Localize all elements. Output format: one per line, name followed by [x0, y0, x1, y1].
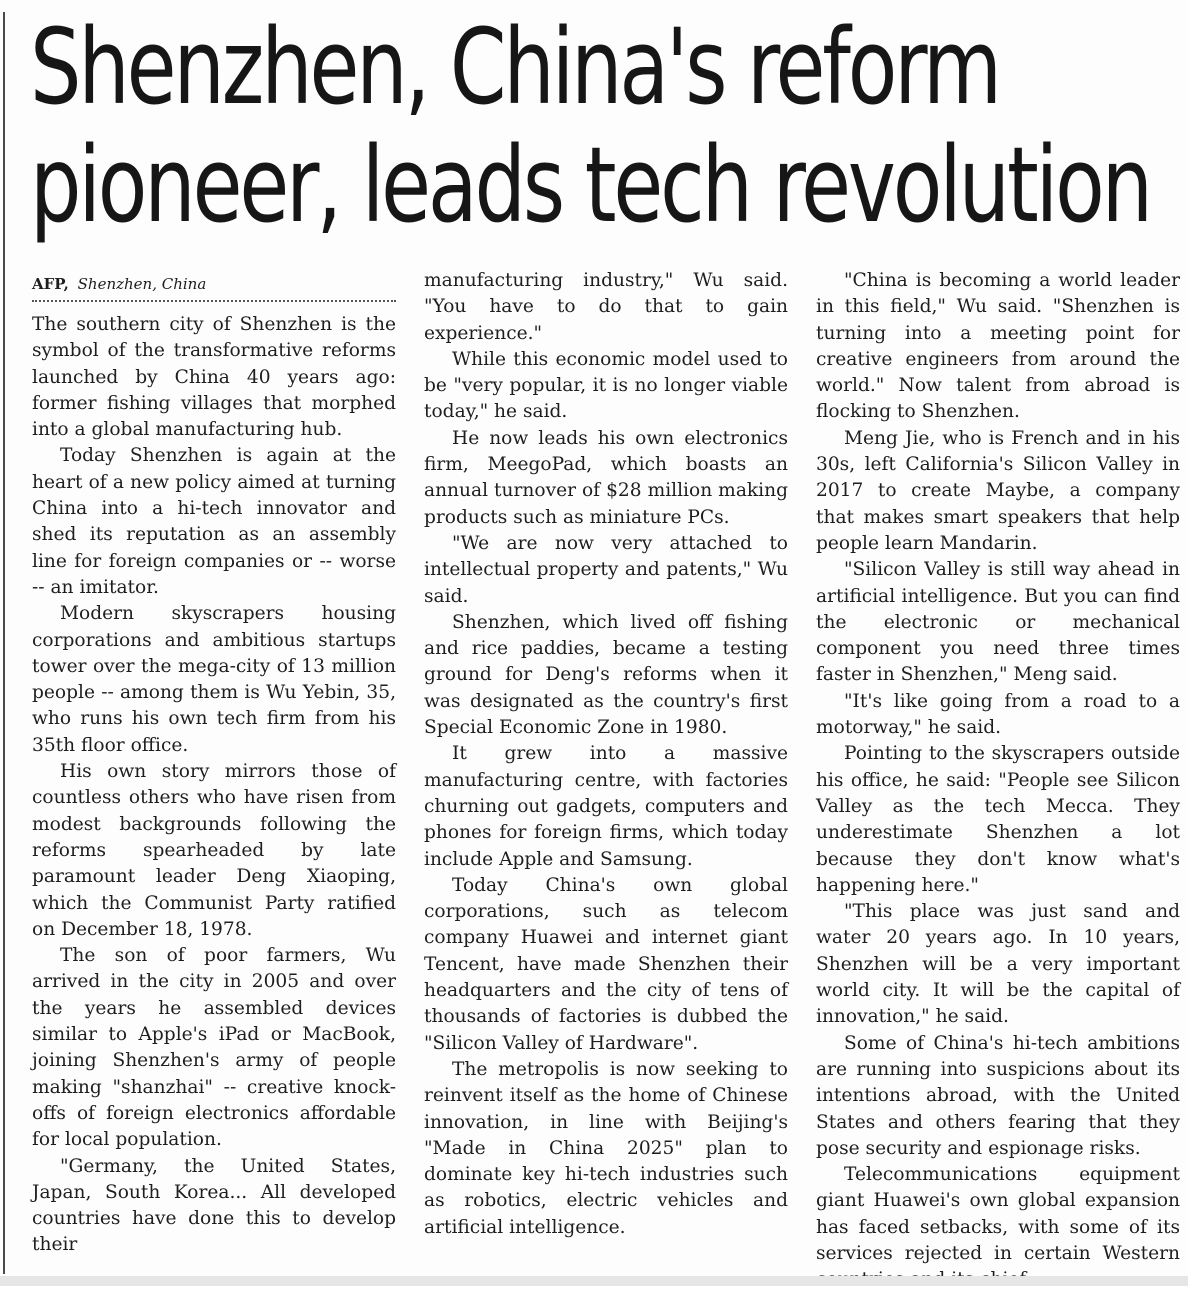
page-bottom-edge — [0, 1276, 1188, 1286]
paragraph: It grew into a massive manufacturing centre, with factories churning out gadgets, computers and phones for foreign firms, which today include Apple and Samsung. — [424, 743, 788, 870]
paragraph: Some of China's hi-tech ambitions are running into suspicions about its intentions abroad, with the United States and others fearing that they pose security and espionage risks. — [816, 1032, 1180, 1159]
paragraph: The metropolis is now seeking to reinvent itself as the home of Chinese innovation, in line with Beijing's "Made in China 2025" plan to dominate key hi-tech industries such as robotics, electric vehicles and artificial intelligence. — [424, 1058, 788, 1238]
paragraph: "It's like going from a road to a motorway," he said. — [816, 690, 1180, 739]
article-column-1 — [32, 268, 396, 1264]
byline-agency: AFP, — [32, 275, 69, 293]
paragraph: manufacturing industry," Wu said. "You have to do that to gain experience." — [424, 270, 788, 344]
headline — [30, 8, 1184, 244]
article-column-2 — [424, 268, 788, 1264]
paragraph: "China is becoming a world leader in this field," Wu said. "Shenzhen is turning into a meeting point for creative engineers from around the world." Now talent from abroad is flocking to Shenzhen. — [816, 270, 1180, 423]
paragraph: "Silicon Valley is still way ahead in artificial intelligence. But you can find the electronic or mechanical component you need three times faster in Shenzhen," Meng said. — [816, 559, 1180, 686]
paragraph: Shenzhen, which lived off fishing and rice paddies, became a testing ground for Deng's reforms when it was designated as the country's first Special Economic Zone in 1980. — [424, 611, 788, 739]
paragraph: Pointing to the skyscrapers outside his office, he said: "People see Silicon Valley as the tech Mecca. They underestimate Shenzhen a lot because they don't know what's happening here." — [816, 743, 1180, 896]
paragraph: His own story mirrors those of countless others who have risen from modest backgrounds following the reforms spearheaded by late paramount leader Deng Xiaoping, which the Communist Party ratified on December 18, 1978. — [32, 761, 396, 940]
headline-line-2: pioneer, leads tech revolution — [30, 124, 1150, 246]
paragraph: "This place was just sand and water 20 years ago. In 10 years, Shenzhen will be a very important world city. It will be the capital of innovation," he said. — [816, 901, 1180, 1028]
byline — [32, 268, 396, 302]
paragraph: "We are now very attached to intellectual property and patents," Wu said. — [424, 532, 788, 607]
paragraph: He now leads his own electronics firm, MeegoPad, which boasts an annual turnover of $28 million making products such as miniature PCs. — [424, 427, 788, 528]
paragraph: The son of poor farmers, Wu arrived in the city in 2005 and over the years he assembled devices similar to Apple's iPad or MacBook, joining Shenzhen's army of people making "shanzhai" -- creative knock-offs of foreign electronics affordable for local population. — [32, 945, 396, 1151]
paragraph: Telecommunications equipment giant Huawei's own global expansion has faced setbacks, with some of its services rejected in certain Western — [816, 1164, 1180, 1264]
paragraph: Today Shenzhen is again at the heart of a new policy aimed at turning China into a hi-tech innovator and shed its reputation as an assembly line for foreign companies or -- worse -- an imitator. — [32, 445, 396, 598]
byline-dateline: Shenzhen, China — [77, 275, 207, 293]
paragraph: The southern city of Shenzhen is the symbol of the transformative reforms launched by China 40 years ago: former fishing villages that morphed into a global manufacturing hub. — [32, 314, 396, 441]
paragraph: Meng Jie, who is French and in his 30s, left California's Silicon Valley in 2017 to create Maybe, a company that makes smart speakers that help people learn Mandarin. — [816, 427, 1180, 554]
column-rule — [3, 12, 5, 1274]
paragraph: Today China's own global corporations, such as telecom company Huawei and internet giant Tencent, have made Shenzhen their headquarters and the city of tens of thousands of factories is dubbed the "Silicon Valley of Hardware". — [424, 874, 788, 1054]
paragraph: Modern skyscrapers housing corporations and ambitious startups tower over the mega-city of 13 million people -- among them is Wu Yebin, 35, who runs his own tech firm from his 35th floor office. — [32, 603, 396, 756]
article-column-3 — [816, 268, 1180, 1264]
paragraph: While this economic model used to be "very popular, it is no longer viable today," he said. — [424, 348, 788, 423]
paragraph: "Germany, the United States, Japan, South Korea... All developed countries have done this to develop their — [32, 1155, 396, 1256]
headline-line-1: Shenzhen, China's reform — [30, 6, 999, 128]
